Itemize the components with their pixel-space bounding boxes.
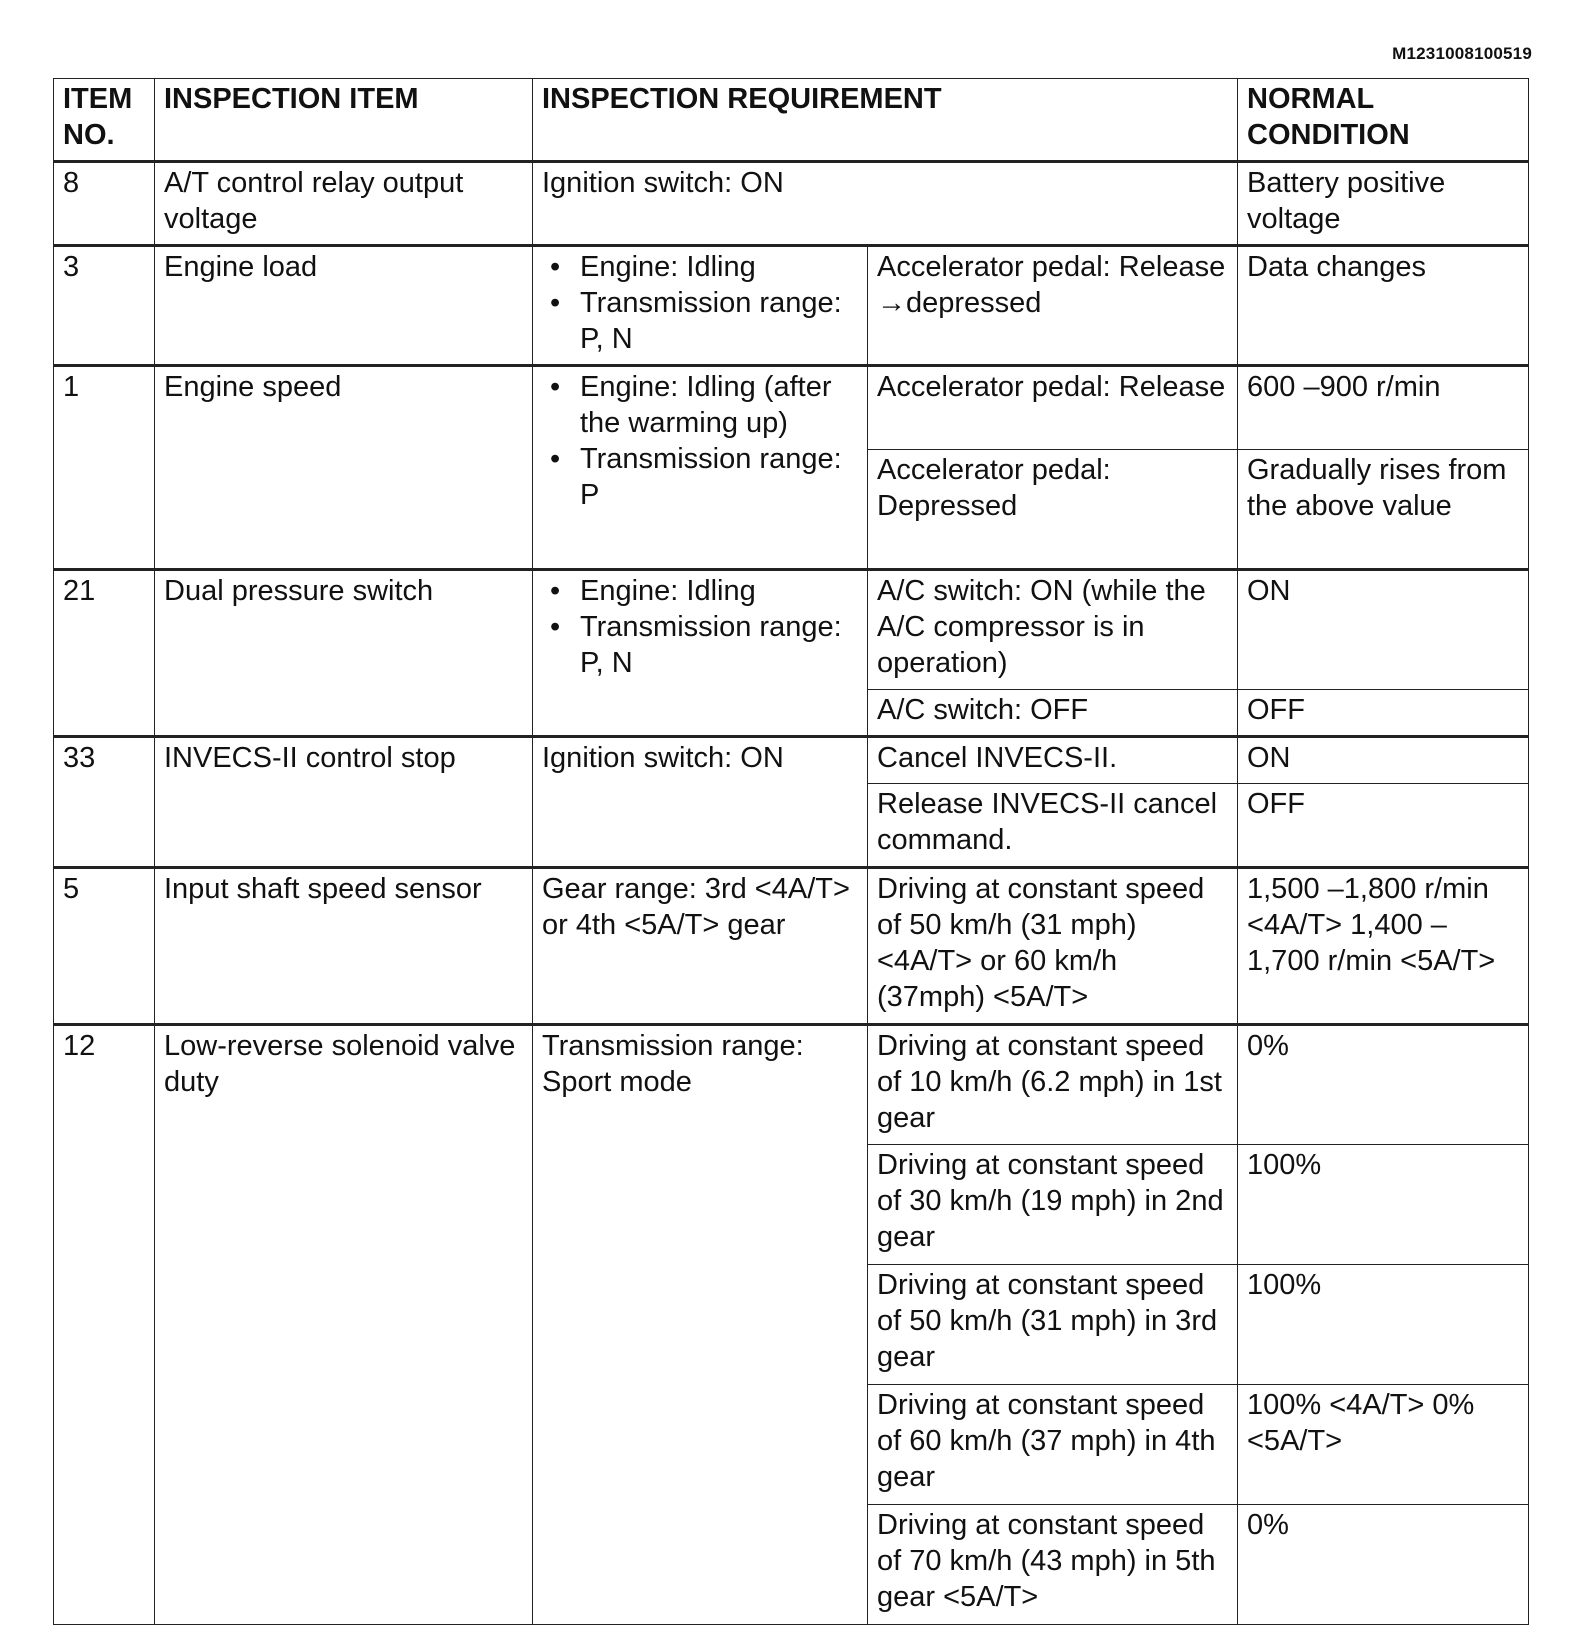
sub-requirement-cell: Driving at constant speed of 70 km/h (43 mph) in 5th gear <5A/T> bbox=[868, 1505, 1238, 1625]
sub-requirement-cell: Driving at constant speed of 50 km/h (31 mph) in 3rd gear bbox=[868, 1265, 1238, 1385]
item-no-cell: 3 bbox=[54, 246, 155, 366]
sub-requirement-cell: A/C switch: OFF bbox=[868, 690, 1238, 737]
bullet-item: • Transmission range: P bbox=[580, 441, 858, 513]
condition-cell: Data changes bbox=[1238, 246, 1529, 366]
condition-cell: 0% bbox=[1238, 1505, 1529, 1625]
sub-requirement-cell: Driving at constant speed of 60 km/h (37 mph) in 4th gear bbox=[868, 1385, 1238, 1505]
header-inspection-requirement: INSPECTION REQUIREMENT bbox=[533, 79, 1238, 162]
item-name-cell: A/T control relay output voltage bbox=[155, 162, 533, 246]
condition-cell: ON bbox=[1238, 737, 1529, 784]
requirement-bullet-list bbox=[542, 369, 858, 513]
item-name-cell: Engine load bbox=[155, 246, 533, 366]
requirement-bullet-list bbox=[542, 573, 858, 681]
item-name-cell: Engine speed bbox=[155, 366, 533, 570]
requirement-bullets-cell bbox=[533, 570, 868, 737]
document-id: M1231008100519 bbox=[1392, 44, 1532, 63]
table-row bbox=[54, 246, 1529, 366]
item-no-cell: 12 bbox=[54, 1025, 155, 1625]
requirement-bullet-list bbox=[542, 249, 858, 357]
condition-cell: OFF bbox=[1238, 784, 1529, 868]
sub-requirement-cell: Driving at constant speed of 10 km/h (6.2 mph) in 1st gear bbox=[868, 1025, 1238, 1145]
inspection-table bbox=[53, 78, 1529, 1625]
requirement-bullets-cell bbox=[533, 366, 868, 570]
item-no-cell: 33 bbox=[54, 737, 155, 868]
condition-cell: Gradually rises from the above value bbox=[1238, 450, 1529, 570]
item-name-cell: Input shaft speed sensor bbox=[155, 868, 533, 1025]
condition-cell: 100% <4A/T> 0% <5A/T> bbox=[1238, 1385, 1529, 1505]
condition-cell: 100% bbox=[1238, 1265, 1529, 1385]
item-name-cell: Dual pressure switch bbox=[155, 570, 533, 737]
bullet-item: • Transmission range: P, N bbox=[580, 285, 858, 357]
table-row bbox=[54, 366, 1529, 450]
bullet-item: • Transmission range: P, N bbox=[580, 609, 858, 681]
header-normal-condition: NORMAL CONDITION bbox=[1238, 79, 1529, 162]
sub-requirement-cell: Accelerator pedal: Depressed bbox=[868, 450, 1238, 570]
header-row bbox=[54, 79, 1529, 162]
item-no-cell: 8 bbox=[54, 162, 155, 246]
sub-requirement-cell: Release INVECS-II cancel command. bbox=[868, 784, 1238, 868]
condition-cell: 100% bbox=[1238, 1145, 1529, 1265]
requirement-cell: Gear range: 3rd <4A/T> or 4th <5A/T> gear bbox=[533, 868, 868, 1025]
table-row bbox=[54, 1025, 1529, 1145]
requirement-cell: Ignition switch: ON bbox=[533, 737, 868, 868]
table-row bbox=[54, 868, 1529, 1025]
header-inspection-item: INSPECTION ITEM bbox=[155, 79, 533, 162]
sub-requirement-cell: Cancel INVECS-II. bbox=[868, 737, 1238, 784]
condition-cell: 1,500 –1,800 r/min <4A/T> 1,400 – 1,700 r/min <5A/T> bbox=[1238, 868, 1529, 1025]
table-row bbox=[54, 162, 1529, 246]
requirement-cell: Ignition switch: ON bbox=[533, 162, 1238, 246]
header-item-no: ITEM NO. bbox=[54, 79, 155, 162]
condition-cell: 600 –900 r/min bbox=[1238, 366, 1529, 450]
item-no-cell: 1 bbox=[54, 366, 155, 570]
item-no-cell: 21 bbox=[54, 570, 155, 737]
bullet-item: • Engine: Idling bbox=[580, 249, 858, 285]
requirement-cell: Transmission range: Sport mode bbox=[533, 1025, 868, 1625]
item-name-cell: INVECS-II control stop bbox=[155, 737, 533, 868]
table-row bbox=[54, 570, 1529, 690]
item-name-cell: Low-reverse solenoid valve duty bbox=[155, 1025, 533, 1625]
bullet-item: • Engine: Idling (after the warming up) bbox=[580, 369, 858, 441]
condition-cell: OFF bbox=[1238, 690, 1529, 737]
sub-requirement-cell: Accelerator pedal: Release bbox=[868, 366, 1238, 450]
sub-requirement-cell: Driving at constant speed of 50 km/h (31 mph) <4A/T> or 60 km/h (37mph) <5A/T> bbox=[868, 868, 1238, 1025]
requirement-bullets-cell bbox=[533, 246, 868, 366]
sub-requirement-cell: A/C switch: ON (while the A/C compressor is in operation) bbox=[868, 570, 1238, 690]
condition-cell: ON bbox=[1238, 570, 1529, 690]
item-no-cell: 5 bbox=[54, 868, 155, 1025]
sub-requirement-cell: Accelerator pedal: Release →depressed bbox=[868, 246, 1238, 366]
condition-cell: Battery positive voltage bbox=[1238, 162, 1529, 246]
condition-cell: 0% bbox=[1238, 1025, 1529, 1145]
table-row bbox=[54, 737, 1529, 784]
bullet-item: • Engine: Idling bbox=[580, 573, 858, 609]
sub-requirement-cell: Driving at constant speed of 30 km/h (19 mph) in 2nd gear bbox=[868, 1145, 1238, 1265]
